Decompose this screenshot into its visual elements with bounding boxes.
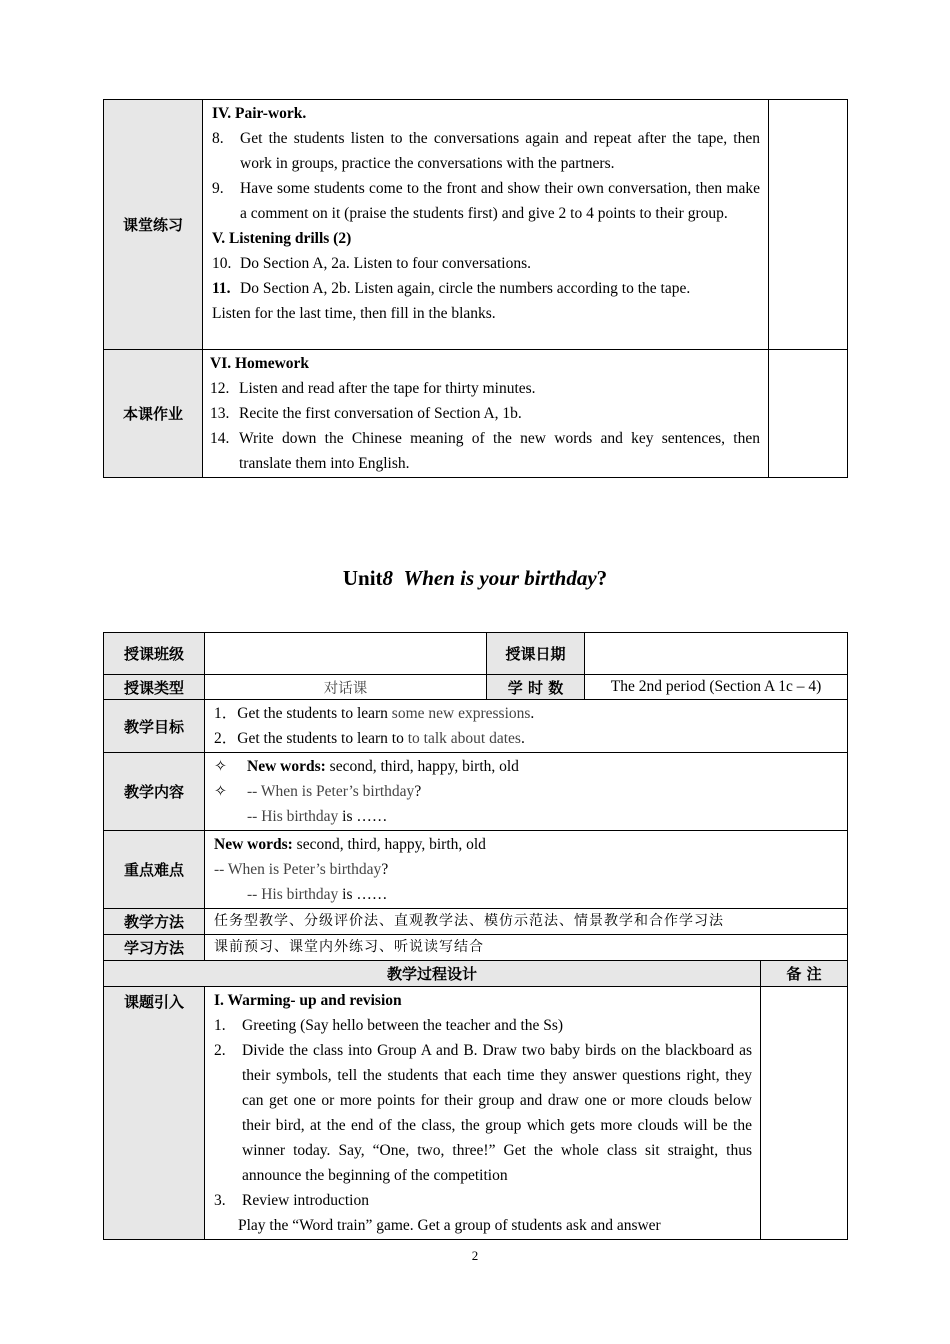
homework-notes xyxy=(769,350,848,478)
list-item: 2．Get the students to learn to to talk about dates. xyxy=(214,730,525,747)
goal-content xyxy=(205,700,848,753)
lesson-plan-table xyxy=(103,632,848,1240)
learn-row xyxy=(104,935,848,961)
class-value xyxy=(205,633,487,675)
class-row xyxy=(104,633,848,675)
lesson-table-continued xyxy=(103,99,848,478)
list-item: 1．Get the students to learn some new expressions. xyxy=(214,705,535,722)
listening-drills-heading: V. Listening drills (2) xyxy=(212,230,352,247)
list-item: 14. Write down the Chinese meaning of the new words and key sentences, then translate them into English. xyxy=(210,430,760,472)
list-item: New words: second, third, happy, birth, old xyxy=(214,836,486,853)
process-header-row xyxy=(104,961,848,987)
list-item: 12. Listen and read after the tape for thirty minutes. xyxy=(210,380,536,397)
diamond-icon: ✧ xyxy=(214,758,227,775)
goal-row xyxy=(104,700,848,753)
key-row xyxy=(104,831,848,909)
list-item-continuation: Listen for the last time, then fill in the blanks. xyxy=(212,305,496,322)
learn-label: 学习方法 xyxy=(104,935,205,961)
list-item: 2. Divide the class into Group A and B. Draw two baby birds on the blackboard as their symbols, tell the students that each time they answer questions right, they can get one or more points for their group and draw one or more clouds below their bird, at the end of the class, the group which gets more clouds will be the winner today. Say, “One, two, three!” Get the whole class sit straight, thus announce the beginning of the competition xyxy=(214,1042,752,1184)
note-header: 备 注 xyxy=(761,961,848,987)
homework-heading: VI. Homework xyxy=(210,355,310,372)
list-item: -- When is Peter’s birthday? xyxy=(214,861,389,878)
type-value: 对话课 xyxy=(205,675,487,700)
hours-value: The 2nd period (Section A 1c – 4) xyxy=(585,675,848,700)
homework-label: 本课作业 xyxy=(104,350,203,478)
pair-work-heading: IV. Pair-work. xyxy=(212,105,307,122)
content-content xyxy=(205,753,848,831)
intro-notes xyxy=(761,987,848,1240)
list-item: 3. Review introduction xyxy=(214,1192,369,1209)
list-item: 8. Get the students listen to the conversations again and repeat after the tape, then work in groups, practice the conversations with the partners. xyxy=(212,130,760,172)
list-item: 11. Do Section A, 2b. Listen again, circle the numbers according to the tape. xyxy=(212,280,691,297)
intro-content xyxy=(205,987,761,1240)
key-content xyxy=(205,831,848,909)
method-value: 任务型教学、分级评价法、直观教学法、模仿示范法、情景教学和合作学习法 xyxy=(205,909,848,935)
page-title: Unit8 When is your birthday? xyxy=(342,566,608,590)
type-label: 授课类型 xyxy=(104,675,205,700)
date-value xyxy=(585,633,848,675)
list-item: 1. Greeting (Say hello between the teacher and the Ss) xyxy=(214,1017,564,1034)
intro-row xyxy=(104,987,848,1240)
date-label: 授课日期 xyxy=(487,633,585,675)
page-number: 2 xyxy=(471,1248,479,1263)
practice-notes xyxy=(769,100,848,350)
diamond-icon: ✧ xyxy=(214,783,227,800)
homework-content xyxy=(203,350,769,478)
list-item: 10. Do Section A, 2a. Listen to four conversations. xyxy=(212,255,532,272)
key-label: 重点难点 xyxy=(104,831,205,909)
method-row xyxy=(104,909,848,935)
type-row xyxy=(104,675,848,700)
learn-value: 课前预习、课堂内外练习、听说读写结合 xyxy=(205,935,848,961)
list-item: -- His birthday is …… xyxy=(247,808,388,825)
method-label: 教学方法 xyxy=(104,909,205,935)
content-row xyxy=(104,753,848,831)
practice-row xyxy=(104,100,848,350)
warming-up-heading: I. Warming- up and revision xyxy=(214,992,402,1009)
practice-label: 课堂练习 xyxy=(104,100,203,350)
list-item: 9. Have some students come to the front and show their own conversation, then make a comment on it (praise the students first) and give 2 to 4 points to their group. xyxy=(212,180,760,222)
content-label: 教学内容 xyxy=(104,753,205,831)
list-item-continuation: Play the “Word train” game. Get a group of students ask and answer xyxy=(238,1217,661,1234)
intro-label: 课题引入 xyxy=(104,987,205,1240)
hours-label: 学 时 数 xyxy=(487,675,585,700)
list-item: ✧ -- When is Peter’s birthday? xyxy=(214,779,839,804)
practice-content xyxy=(203,100,769,350)
list-item: -- His birthday is …… xyxy=(247,886,388,903)
process-header: 教学过程设计 xyxy=(104,961,761,987)
goal-label: 教学目标 xyxy=(104,700,205,753)
list-item: ✧ New words: second, third, happy, birth, old xyxy=(214,754,839,779)
list-item: 13. Recite the first conversation of Section A, 1b. xyxy=(210,405,522,422)
homework-row xyxy=(104,350,848,478)
class-label: 授课班级 xyxy=(104,633,205,675)
